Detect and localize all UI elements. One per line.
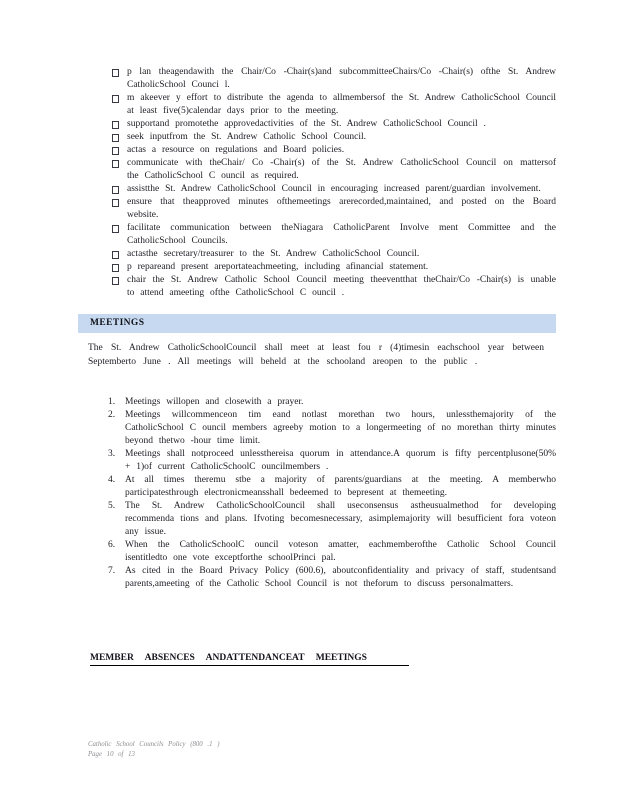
list-item [108,474,556,500]
footer-policy-title: Catholic School Councils Policy (800 .1 ) [88,741,220,748]
footer-page-number: Page 10 of 13 [88,751,135,758]
rule-number: 7. [108,566,116,576]
bullet-text: seek inputfrom the St. Andrew Catholic School Council. [127,132,367,142]
list-item [112,248,556,261]
bullet-text: communicate with theChair/ Co -Chair(s) of the St. Andrew CatholicSchool Council on mattersof the CatholicSchool C ouncil as required. [127,158,556,181]
list-item [112,144,556,157]
square-bullet-icon [112,160,119,168]
rule-text: At all times theremu stbe a majority of parents/guardians at the meeting. A memberwho participatesthrough electronicmeansshall bedeemed to bepresent at themeeting. [125,475,556,498]
list-item [108,565,556,591]
list-item [112,157,556,183]
rule-number: 4. [108,475,116,485]
bullet-text: supportand promotethe approvedactivities of the St. Andrew CatholicSchool Council . [127,119,486,129]
next-section-heading-row [90,647,556,666]
rule-text: As cited in the Board Privacy Policy (600.6), aboutconfidentiality and privacy of staff, studentsand parents,ameeting of the Catholic School Council is not theforum to discuss personalmatters. [125,566,556,589]
meetings-section-header: MEETINGS [78,314,556,333]
list-item [112,131,556,144]
list-item [112,92,556,118]
square-bullet-icon [112,95,119,103]
square-bullet-icon [112,277,119,285]
bullet-text: m akeever y effort to distribute the agenda to allmembersof the St. Andrew CatholicSchool Council at least five(5)calendar days prior to the meeting. [127,93,556,116]
rule-number: 5. [108,501,116,511]
bullet-text: p repareand present areportateachmeeting, including afinancial statement. [127,262,429,272]
square-bullet-icon [112,69,119,77]
square-bullet-icon [112,134,119,142]
bullet-text: chair the St. Andrew Catholic School Council meeting theeventthat theChair/Co -Chair(s) is unable to attend ameeting ofthe CatholicSchool C ouncil . [127,275,556,298]
bullet-text: actasthe secretary/treasurer to the St. Andrew CatholicSchool Council. [127,249,420,259]
square-bullet-icon [112,199,119,207]
square-bullet-icon [112,147,119,155]
list-item [112,261,556,274]
bullet-text: actas a resource on regulations and Board policies. [127,145,345,155]
list-item [112,118,556,131]
duties-bullet-list [112,66,556,300]
list-item [108,396,556,409]
member-absences-heading: MEMBER ABSENCES ANDATTENDANCEAT MEETINGS [90,653,409,666]
rule-number: 2. [108,410,116,420]
list-item [108,500,556,539]
bullet-text: p lan theagendawith the Chair/Co -Chair(s)and subcommitteeChairs/Co -Chair(s) ofthe St. Andrew CatholicSchool Counci l. [127,67,556,90]
page-footer [88,740,219,760]
square-bullet-icon [112,264,119,272]
bullet-text: assistthe St. Andrew CatholicSchool Council in encouraging increased parent/guardian involvement. [127,184,541,194]
rule-text: Meetings willcommenceon tim eand notlast morethan two hours, unlessthemajority of the CatholicSchool C ouncil members agreeby motion to a longermeeting of no morethan thirty minutes beyond thetwo -hour time limit. [125,410,556,446]
list-item [112,222,556,248]
square-bullet-icon [112,186,119,194]
meetings-intro-paragraph: The St. Andrew CatholicSchoolCouncil shall meet at least fou r (4)timesin eachschool year between Septemberto June . All meetings will beheld at the schooland areopen to the public . [88,343,544,367]
list-item [112,183,556,196]
bullet-text: facilitate communication between theNiagara CatholicParent Involve ment Committee and the CatholicSchool Councils. [127,223,556,246]
rule-number: 3. [108,449,116,459]
list-item [108,539,556,565]
rule-number: 6. [108,540,116,550]
rule-text: The St. Andrew CatholicSchoolCouncil shall useconsensus astheusualmethod for developing recommenda tions and plans. Ifvoting becomesnecessary, asimplemajority will besufficient fora voteon any issue. [125,501,556,537]
rule-number: 1. [108,397,116,407]
rule-text: Meetings shall notproceed unlessthereisa quorum in attendance.A quorum is fifty percentplusone(50% + 1)of current CatholicSchoolC ouncilmembers . [125,449,556,472]
rule-text: Meetings willopen and closewith a prayer. [125,397,304,407]
list-item [108,409,556,448]
meeting-rules-list [108,396,556,591]
square-bullet-icon [112,225,119,233]
rule-text: When the CatholicSchoolC ouncil voteson amatter, eachmemberofthe Catholic School Council isentitledto one vote exceptforthe schoolPrinci pal. [125,540,556,563]
list-item [108,448,556,474]
square-bullet-icon [112,121,119,129]
square-bullet-icon [112,251,119,259]
list-item [112,274,556,300]
list-item [112,66,556,92]
bullet-text: ensure that theapproved minutes ofthemeetings arerecorded,maintained, and posted on the Board website. [127,197,556,220]
list-item [112,196,556,222]
